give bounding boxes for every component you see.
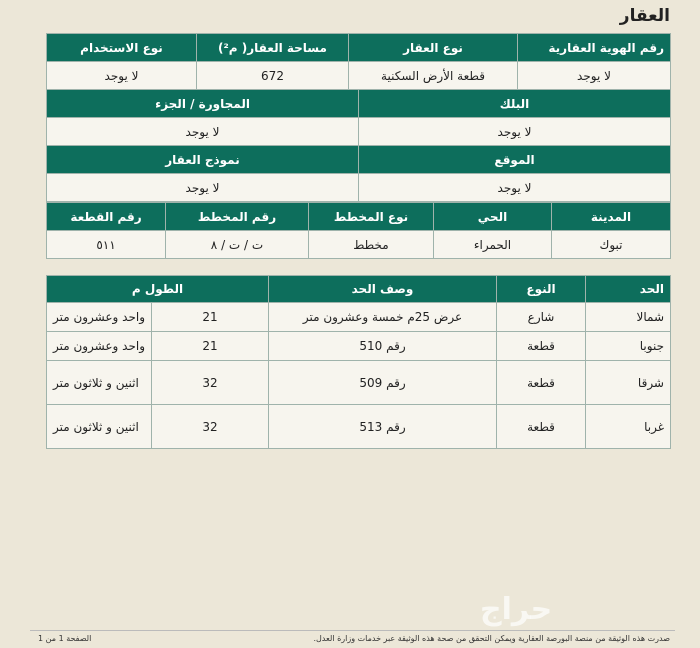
property-value-row (47, 62, 671, 90)
header-neighborhood-part: المجاورة / الجزء (47, 90, 359, 118)
cell-desc: رقم 509 (269, 361, 497, 405)
page-title: العقار (619, 6, 670, 26)
cell-side: جنوبا (586, 332, 671, 361)
cell-desc: رقم 513 (269, 405, 497, 449)
cell-length-text: اثنين و ثلاثون متر (47, 405, 152, 449)
plan-table (46, 202, 671, 259)
cell-desc: رقم 510 (269, 332, 497, 361)
value-block: لا يوجد (359, 118, 671, 146)
page-number: الصفحة 1 من 1 (38, 634, 92, 643)
header-side: الحد (586, 276, 671, 303)
cell-side: غربا (586, 405, 671, 449)
table-row (47, 405, 671, 449)
value-city: تبوك (552, 231, 671, 259)
cell-length: 21 (152, 303, 269, 332)
cell-length: 32 (152, 361, 269, 405)
header-property-type: نوع العقار (349, 34, 518, 62)
table-row (47, 332, 671, 361)
header-district: الحي (434, 203, 552, 231)
header-plan-type: نوع المخطط (309, 203, 434, 231)
header-length: الطول م (47, 276, 269, 303)
location-value-row (47, 174, 671, 202)
footer-note: صدرت هذه الوثيقة من منصة البورصة العقارية ويمكن التحقق من صحة هذه الوثيقة عبر خدمات وزارة العدل. (313, 634, 670, 643)
location-header-row (47, 146, 671, 174)
value-neighborhood-part: لا يوجد (47, 118, 359, 146)
value-parcel-number: ٥١١ (47, 231, 166, 259)
value-plan-type: مخطط (309, 231, 434, 259)
header-parcel-number: رقم القطعة (47, 203, 166, 231)
footer-divider (30, 630, 675, 631)
header-property-id: رقم الهوية العقارية (518, 34, 671, 62)
cell-type: قطعة (497, 405, 586, 449)
value-plan-number: ت / ت / ٨ (166, 231, 309, 259)
block-header-row (47, 90, 671, 118)
table-row (47, 303, 671, 332)
value-location: لا يوجد (359, 174, 671, 202)
location-table (46, 145, 671, 202)
header-usage-type: نوع الاستخدام (47, 34, 197, 62)
cell-desc: عرض 25م خمسة وعشرون متر (269, 303, 497, 332)
plan-header-row (47, 203, 671, 231)
header-boundary-type: النوع (497, 276, 586, 303)
cell-length-text: واحد وعشرون متر (47, 303, 152, 332)
cell-type: شارع (497, 303, 586, 332)
value-property-type: قطعة الأرض السكنية (349, 62, 518, 90)
table-row (47, 361, 671, 405)
value-usage-type: لا يوجد (47, 62, 197, 90)
header-property-area: مساحة العقار( م²) (197, 34, 349, 62)
property-header-row (47, 34, 671, 62)
header-city: المدينة (552, 203, 671, 231)
cell-side: شمالا (586, 303, 671, 332)
cell-length: 32 (152, 405, 269, 449)
value-property-id: لا يوجد (518, 62, 671, 90)
cell-length: 21 (152, 332, 269, 361)
property-table (46, 33, 671, 90)
value-property-model: لا يوجد (47, 174, 359, 202)
plan-value-row (47, 231, 671, 259)
cell-type: قطعة (497, 361, 586, 405)
header-plan-number: رقم المخطط (166, 203, 309, 231)
boundaries-table (46, 275, 671, 449)
header-block: البلك (359, 90, 671, 118)
value-property-area: 672 (197, 62, 349, 90)
block-table (46, 89, 671, 146)
value-district: الحمراء (434, 231, 552, 259)
boundaries-header-row (47, 276, 671, 303)
header-boundary-desc: وصف الحد (269, 276, 497, 303)
cell-length-text: واحد وعشرون متر (47, 332, 152, 361)
header-property-model: نموذج العقار (47, 146, 359, 174)
cell-type: قطعة (497, 332, 586, 361)
cell-side: شرقا (586, 361, 671, 405)
block-value-row (47, 118, 671, 146)
header-location: الموقع (359, 146, 671, 174)
cell-length-text: اثنين و ثلاثون متر (47, 361, 152, 405)
watermark-logo: حراج (480, 592, 553, 627)
